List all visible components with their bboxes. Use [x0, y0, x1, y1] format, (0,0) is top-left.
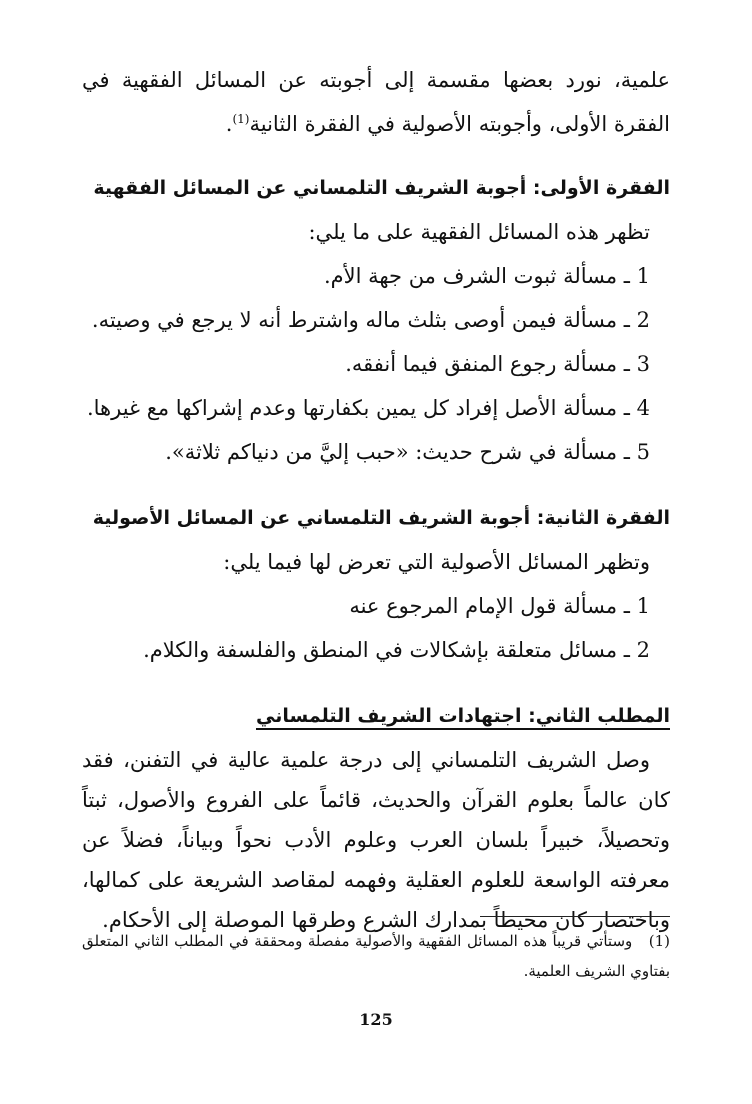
- page-number: 125: [359, 1010, 393, 1029]
- list-item: 4 ـ مسألة الأصل إفراد كل يمين بكفارتها وعدم إشراكها مع غيرها.: [86, 396, 650, 420]
- footnote-text: وستأتي قريباً هذه المسائل الفقهية والأصولية مفصلة ومحققة في المطلب الثاني المتعلق بفتاوي الشريف العلمية.: [82, 932, 670, 980]
- part-two-heading: الفقرة الثانية: أجوبة الشريف التلمساني عن المسائل الأصولية: [92, 507, 670, 529]
- list-item: 1 ـ مسألة قول الإمام المرجوع عنه: [349, 594, 650, 618]
- intro-paragraph: [82, 58, 670, 146]
- part-one-list: [82, 254, 670, 474]
- part-one-intro: تظهر هذه المسائل الفقهية على ما يلي:: [308, 220, 650, 244]
- list-item: 1 ـ مسألة ثبوت الشرف من جهة الأم.: [323, 264, 650, 288]
- section-two-title-text: المطلب الثاني: اجتهادات الشريف التلمساني: [256, 705, 670, 727]
- list-item: 5 ـ مسألة في شرح حديث: «حبب إليَّ من دنياكم ثلاثة».: [165, 440, 650, 464]
- footnote-marker: (1): [648, 932, 670, 950]
- part-two-intro: وتظهر المسائل الأصولية التي تعرض لها فيما يلي:: [223, 550, 650, 574]
- list-item: 3 ـ مسألة رجوع المنفق فيما أنفقه.: [345, 352, 650, 376]
- intro-paragraph-end: .: [225, 112, 233, 136]
- footnote-divider: [480, 916, 670, 917]
- part-one-heading: الفقرة الأولى: أجوبة الشريف التلمساني عن المسائل الفقهية: [93, 177, 670, 199]
- list-item: 2 ـ مسائل متعلقة بإشكالات في المنطق والفلسفة والكلام.: [143, 638, 650, 662]
- section-two-title: [82, 696, 670, 736]
- section-two-paragraph: وصل الشريف التلمساني إلى درجة علمية عالية في التفنن، فقد كان عالماً بعلوم القرآن والحديث، قائماً على الفروع والأصول، ثبتاً وتحصيلاً، خبيراً بلسان العرب وعلوم الأدب نحواً وبياناً، فضلاً عن معرفته الواسعة للعلوم العقلية وفهمه لمقاصد الشريعة على كمالها، وباختصار كان محيطاً بمدارك الشرع وطرقها الموصلة إلى الأحكام.: [82, 748, 670, 932]
- footnote-reference[interactable]: (1): [232, 112, 250, 126]
- footnote: [82, 926, 670, 986]
- part-two-list: [82, 584, 670, 672]
- list-item: 2 ـ مسألة فيمن أوصى بثلث ماله واشترط أنه لا يرجع في وصيته.: [91, 308, 650, 332]
- intro-paragraph-text: علمية، نورد بعضها مقسمة إلى أجوبته عن المسائل الفقهية في الفقرة الأولى، وأجوبته الأصولية في الفقرة الثانية: [82, 68, 670, 136]
